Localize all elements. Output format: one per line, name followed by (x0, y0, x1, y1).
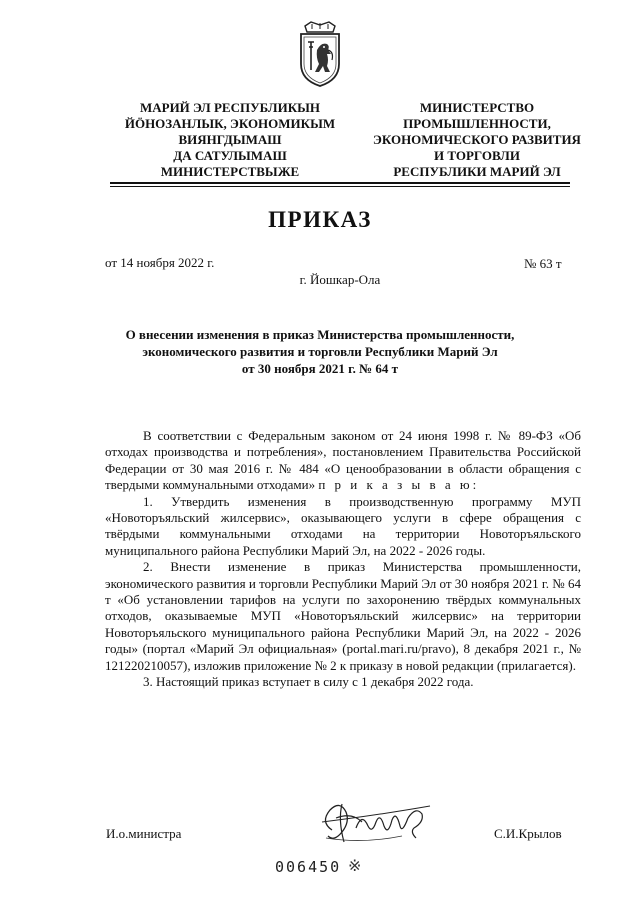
subject-line: экономического развития и торговли Республики Марий Эл (142, 344, 498, 359)
header-right-line: И ТОРГОВЛИ (434, 148, 520, 163)
order-keyword: п р и к а з ы в а ю: (318, 477, 480, 493)
signatory-name: С.И.Крылов (494, 826, 562, 841)
order-item-2: 2. Внести изменение в приказ Министерства промышленности, экономического развития и торговли Республики Марий Эл от 30 ноября 2021 г. № 64 т «Об установлении тарифов на услуги по захоронению твёрдых коммунальных отходов, оказываемые МУП «Новоторъяльский жилсервис» на территории Новоторъяльского муниципального района Республики Марий Эл, на 2022 - 2026 годы» (портал «Марий Эл официальная» (portal.mari.ru/pravo), 8 декабря 2021 г., № 121220210057), изложив приложение № 2 к приказу в новой редакции (прилагается). (105, 559, 581, 673)
header-right-line: МИНИСТЕРСТВО (419, 100, 535, 115)
handwritten-signature (312, 792, 436, 854)
order-city: г. Йошкар-Ола (299, 272, 381, 287)
order-date: от 14 ноября 2022 г. (105, 255, 215, 270)
header-left-line: ДА САТУЛЫМАШ (173, 148, 287, 163)
order-number: № 63 т (524, 256, 562, 271)
header-ministry-russian (352, 100, 602, 180)
header-left-line: ЙÖНОЗАНЛЫК, ЭКОНОМИКЫМ (124, 116, 336, 131)
subject-line: от 30 ноября 2021 г. № 64 т (241, 361, 399, 376)
preamble-paragraph (105, 428, 581, 494)
header-left-line: МАРИЙ ЭЛ РЕСПУБЛИКЫН (139, 100, 321, 115)
header-left-line: МИНИСТЕРСТВЫЖЕ (160, 164, 300, 179)
header-ministry-mari (100, 100, 360, 180)
serial-number: 006450 (275, 858, 342, 876)
subject-line: О внесении изменения в приказ Министерства промышленности, (125, 327, 515, 342)
header-divider-thick (110, 182, 570, 184)
order-item-1: 1. Утвердить изменения в производственную программу МУП «Новоторъяльский жилсервис», оказывающего услуги в сфере обращения с твёрдыми коммунальными отходами на территории Новоторъяльского муниципального района Республики Марий Эл, на 2022 - 2026 годы. (105, 493, 581, 558)
header-right-line: ЭКОНОМИЧЕСКОГО РАЗВИТИЯ (373, 132, 581, 147)
order-body (105, 428, 581, 691)
coat-of-arms-emblem (297, 20, 343, 88)
order-item-3: 3. Настоящий приказ вступает в силу с 1 декабря 2022 года. (143, 674, 474, 690)
document-title: ПРИКАЗ (268, 207, 372, 232)
header-divider-thin (110, 186, 570, 187)
preamble-text: В соответствии с Федеральным законом от 24 июня 1998 г. № 89-ФЗ «Об отходах производства и потребления», постановлением Правительства Российской Федерации от 30 мая 2016 г. № 484 «О ценообразовании в области обращения с твердыми коммунальными отходами» (105, 428, 581, 493)
header-right-line: ПРОМЫШЛЕННОСТИ, (403, 116, 551, 131)
order-subject (90, 326, 550, 377)
header-right-line: РЕСПУБЛИКИ МАРИЙ ЭЛ (393, 164, 561, 179)
serial-mark-icon: ※ (348, 858, 362, 875)
header-left-line: ВИЯНГДЫМАШ (178, 132, 282, 147)
signatory-role: И.о.министра (106, 826, 182, 841)
